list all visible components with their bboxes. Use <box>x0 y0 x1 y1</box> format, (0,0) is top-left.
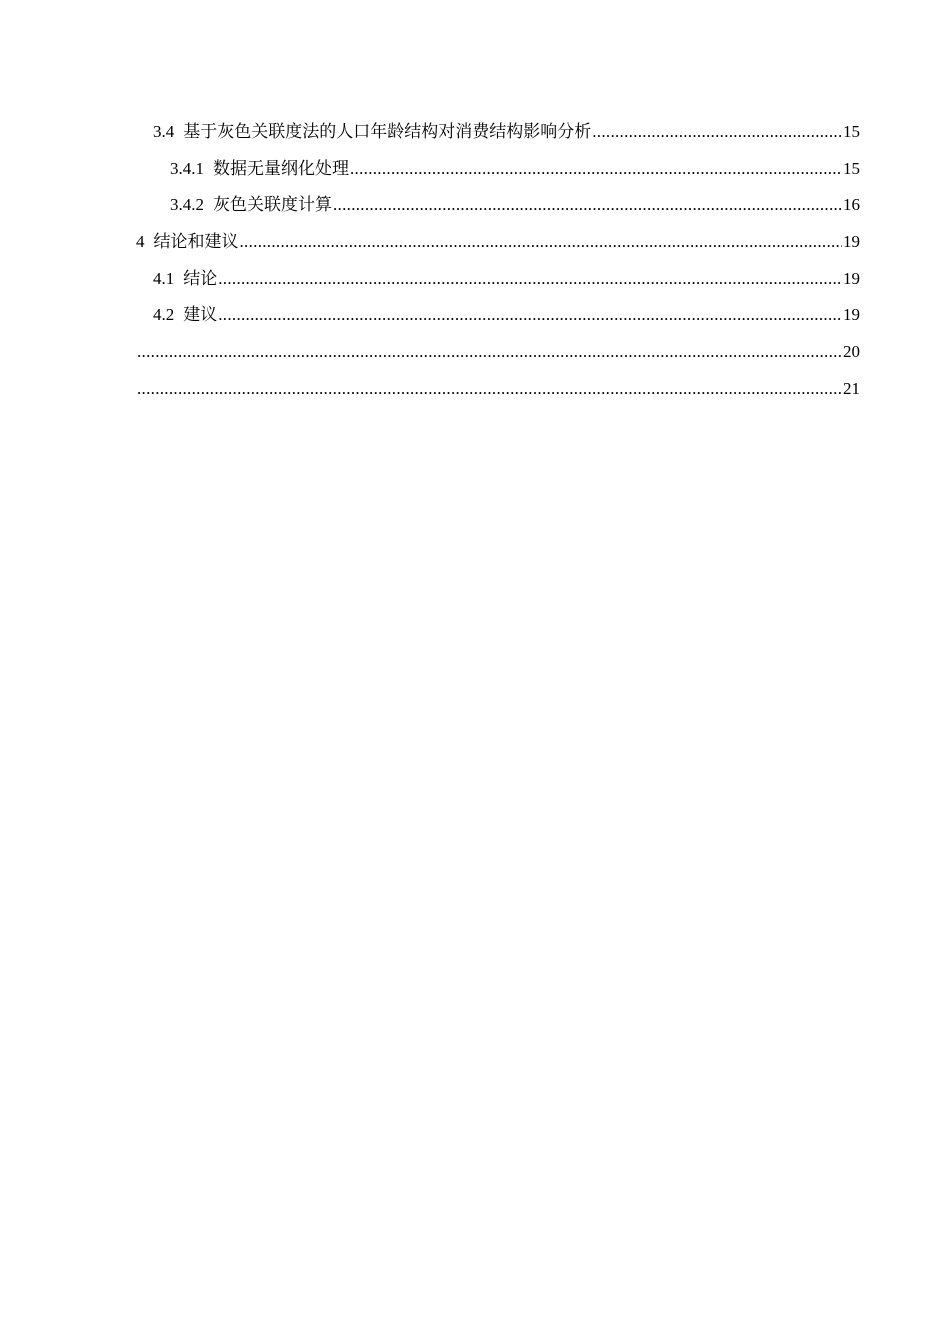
toc-entry-page: 19 <box>843 232 860 252</box>
toc-dot-leader <box>218 297 842 334</box>
toc-entry-title: 结论 <box>183 268 218 288</box>
toc-entry-number: 3.4.2 <box>170 195 204 215</box>
toc-entry-title: 基于灰色关联度法的人口年龄结构对消费结构影响分析 <box>183 122 592 141</box>
toc-entry-3-4[interactable] <box>136 114 860 151</box>
toc-dot-leader <box>137 371 842 408</box>
toc-entry-page: 20 <box>843 342 860 362</box>
toc-entry-untitled-21[interactable] <box>136 371 860 408</box>
toc-entry-page: 15 <box>843 122 860 141</box>
toc-entry-number: 4.2 <box>153 305 175 325</box>
toc-entry-page: 19 <box>843 305 860 325</box>
toc-dot-leader <box>350 151 842 188</box>
toc-entry-number: 4.1 <box>153 268 175 288</box>
toc-dot-leader <box>240 224 843 261</box>
toc-dot-leader <box>592 114 842 151</box>
toc-dot-leader <box>137 334 842 371</box>
toc-entry-4-2[interactable] <box>136 297 860 334</box>
toc-entry-title: 数据无量纲化处理 <box>213 158 349 178</box>
toc-entry-title: 灰色关联度计算 <box>213 195 332 215</box>
toc-dot-leader <box>333 187 842 224</box>
toc-entry-title: 结论和建议 <box>153 232 239 252</box>
toc-entry-page: 19 <box>843 268 860 288</box>
toc-entry-page: 16 <box>843 195 860 215</box>
toc-entry-number: 3.4.1 <box>170 158 204 178</box>
toc-entry-page: 21 <box>843 378 860 398</box>
toc-entry-number: 3.4 <box>153 122 175 141</box>
toc-entry-3-4-1[interactable] <box>136 151 860 188</box>
table-of-contents <box>136 114 860 408</box>
toc-entry-page: 15 <box>843 158 860 178</box>
toc-entry-untitled-20[interactable] <box>136 334 860 371</box>
toc-entry-4[interactable] <box>136 224 860 261</box>
toc-dot-leader <box>218 261 842 298</box>
toc-entry-title: 建议 <box>183 305 218 325</box>
toc-entry-4-1[interactable] <box>136 261 860 298</box>
toc-entry-number: 4 <box>136 232 145 252</box>
toc-entry-3-4-2[interactable] <box>136 187 860 224</box>
